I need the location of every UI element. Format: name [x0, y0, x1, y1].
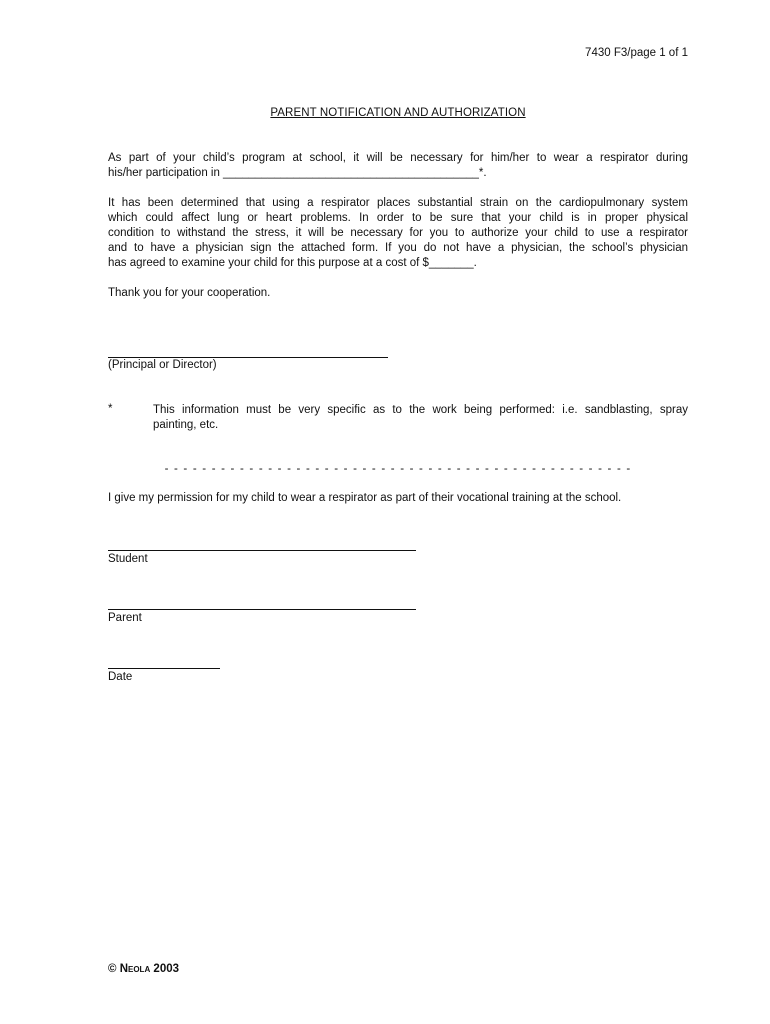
copyright-symbol: ©	[108, 963, 117, 975]
explanation-line-4: and to have a physician sign the attached form. If you do not have a physician, the school’s physician	[108, 242, 688, 254]
student-signature-line[interactable]	[108, 550, 416, 551]
date-line[interactable]	[108, 668, 220, 669]
parent-signature-line[interactable]	[108, 609, 416, 610]
document-title: PARENT NOTIFICATION AND AUTHORIZATION	[270, 107, 526, 119]
explanation-line-5: has agreed to examine your child for this purpose at a cost of $_______.	[108, 257, 477, 269]
principal-signature-line[interactable]	[108, 357, 388, 358]
explanation-line-2: which could affect lung or heart problems. In order to be sure that your child is in proper physical	[108, 212, 688, 224]
footnote-line-2: painting, etc.	[153, 419, 219, 431]
footnote-line-1: This information must be very specific as to the work being performed: i.e. sandblasting, spray	[153, 404, 688, 416]
principal-signature-label: (Principal or Director)	[108, 359, 217, 371]
explanation-line-1: It has been determined that using a respirator places substantial strain on the cardiopulmonary system	[108, 197, 688, 209]
thanks-paragraph: Thank you for your cooperation.	[108, 287, 271, 299]
footnote-marker: *	[108, 403, 113, 415]
student-signature-label: Student	[108, 553, 148, 565]
date-label: Date	[108, 671, 133, 683]
copyright-notice	[108, 963, 179, 975]
explanation-paragraph	[108, 196, 688, 271]
parent-signature-label: Parent	[108, 612, 142, 624]
intro-paragraph	[108, 151, 688, 181]
cut-separator: - - - - - - - - - - - - - - - - - - - - - - - - - - - - - - - - - - - - - - - - - - - - - - - - - -	[164, 463, 632, 475]
page-reference: 7430 F3/page 1 of 1	[585, 47, 688, 59]
intro-line-2: his/her participation in ________________________________________*.	[108, 167, 487, 179]
explanation-line-3: condition to withstand the stress, it will be necessary for you to authorize your child to use a respirator	[108, 227, 688, 239]
intro-line-1: As part of your child’s program at school, it will be necessary for him/her to wear a respirator during	[108, 152, 688, 164]
copyright-brand: Neola	[119, 963, 151, 975]
consent-statement: I give my permission for my child to wear a respirator as part of their vocational training at the school.	[108, 492, 622, 504]
footnote-text	[153, 403, 688, 433]
copyright-year: 2003	[153, 963, 180, 975]
